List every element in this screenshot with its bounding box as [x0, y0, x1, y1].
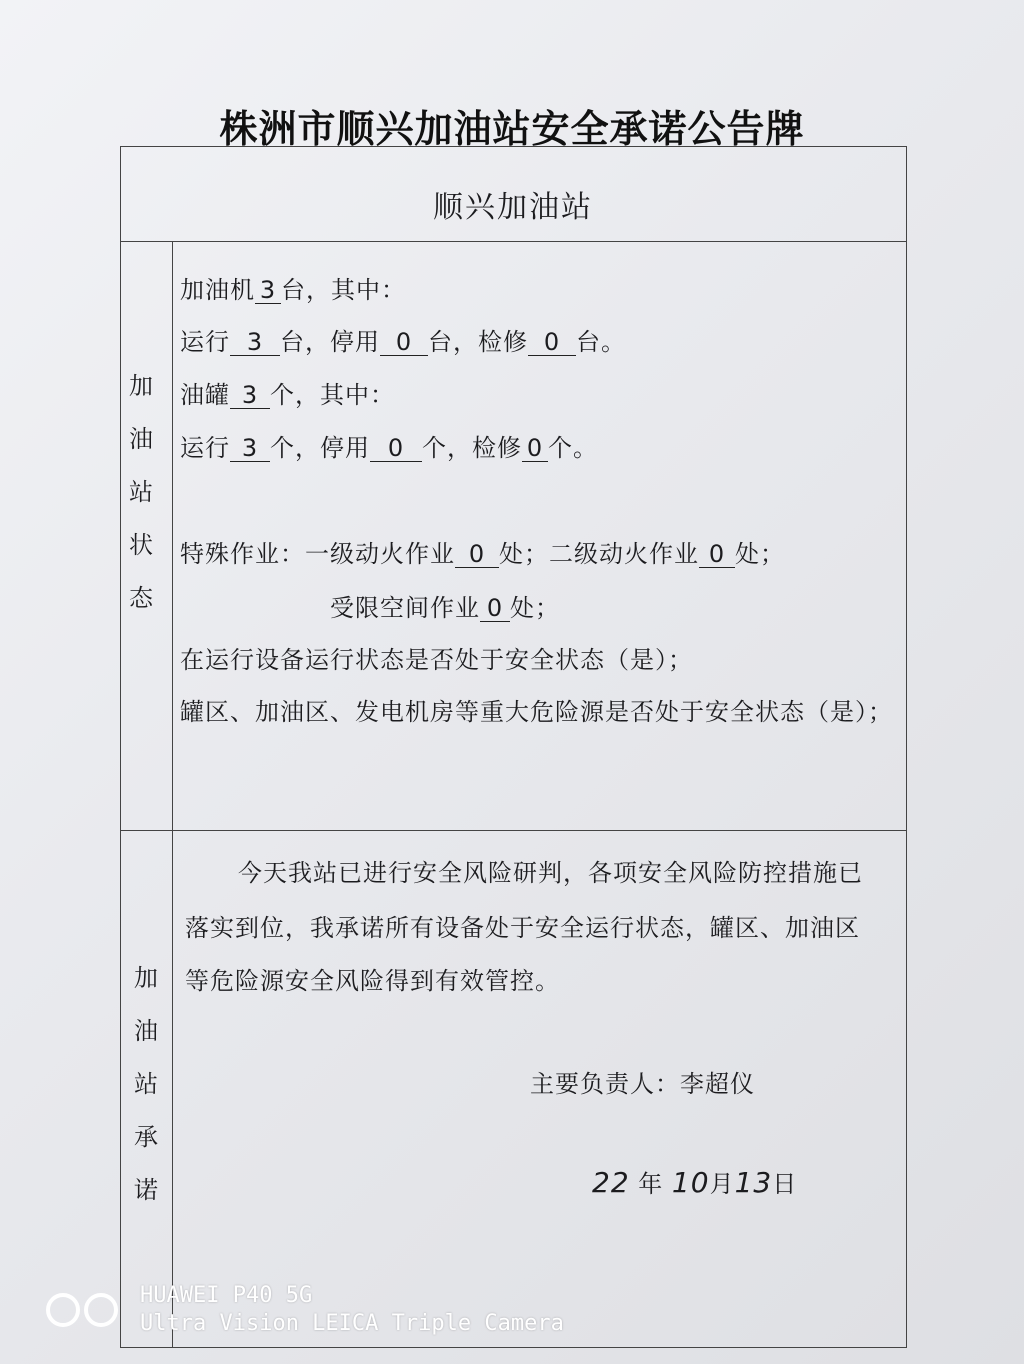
tanks-status: 运行 3 个，停用 0 个，检修 0 个。: [180, 434, 598, 462]
status-section-label: 加 油 站 状 态: [129, 372, 153, 612]
table-divider-label-column: [172, 241, 173, 1348]
tanks-total: 油罐 3 个，其中：: [180, 381, 395, 409]
commitment-section-label: 加 油 站 承 诺: [134, 964, 158, 1204]
commitment-line-3: 等危险源安全风险得到有效管控。: [185, 967, 560, 995]
leica-rings-icon: [46, 1293, 122, 1327]
page-title: 株洲市顺兴加油站安全承诺公告牌: [219, 107, 805, 151]
camera-watermark: [46, 1282, 564, 1338]
station-name: 顺兴加油站: [433, 190, 593, 225]
dispensers-total: 加油机 3 台，其中：: [180, 276, 406, 304]
equipment-safety-status: 在运行设备运行状态是否处于安全状态（是）；: [180, 646, 693, 674]
special-operations: 特殊作业：一级动火作业 0 处；二级动火作业 0 处；: [180, 540, 785, 568]
hazard-source-safety-status: 罐区、加油区、发电机房等重大危险源是否处于安全状态（是）；: [180, 698, 893, 726]
watermark-model: HUAWEI P40 5G: [140, 1283, 313, 1308]
table-divider-commitment: [120, 830, 907, 831]
dispensers-status: 运行 3 台，停用 0 台，检修 0 台。: [180, 328, 626, 356]
commitment-line-2: 落实到位，我承诺所有设备处于安全运行状态，罐区、加油区: [185, 914, 860, 942]
responsible-name: 李超仪: [680, 1070, 755, 1098]
commitment-date: 22 年 10月13日: [592, 1166, 798, 1199]
commitment-line-1: 今天我站已进行安全风险研判，各项安全风险防控措施已: [238, 859, 863, 887]
responsible-person: 主要负责人：李超仪: [530, 1070, 755, 1098]
confined-space-operations: 受限空间作业 0 处；: [330, 594, 560, 622]
table-divider-header: [120, 241, 907, 242]
watermark-camera: Ultra Vision LEICA Triple Camera: [140, 1311, 564, 1336]
